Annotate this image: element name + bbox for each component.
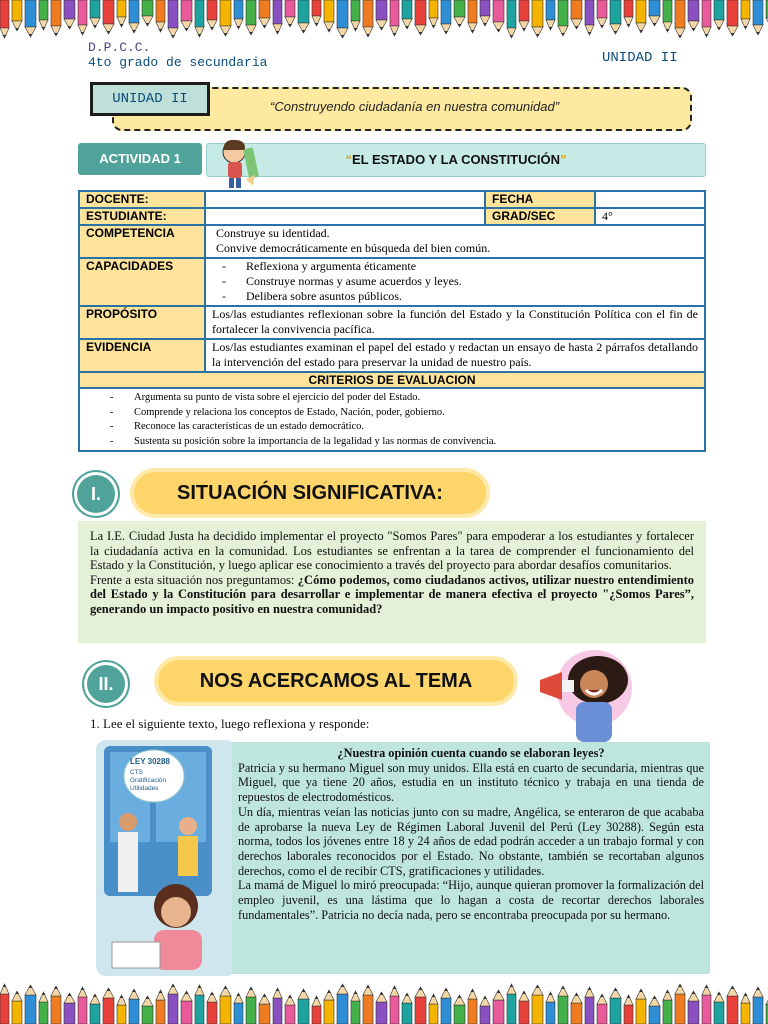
criterios-header: CRITERIOS DE EVALUACION <box>79 372 705 388</box>
pencil-icon <box>90 994 100 1024</box>
evidencia-label: EVIDENCIA <box>79 339 205 372</box>
pencil-icon <box>25 0 36 37</box>
unit-tag: UNIDAD II <box>90 82 210 116</box>
pencil-icon <box>195 0 204 37</box>
pencil-icon <box>220 986 231 1024</box>
pencil-icon <box>585 987 594 1024</box>
activity-title-bar <box>206 143 706 177</box>
estudiante-label: ESTUDIANTE: <box>79 208 205 225</box>
pencil-icon <box>117 0 126 27</box>
pencil-icon <box>507 984 516 1024</box>
pencil-icon <box>597 994 607 1024</box>
law-bubble-line1: LEY 30288 <box>130 757 170 766</box>
quote-open: “ <box>345 152 352 167</box>
activity-tag: ACTIVIDAD 1 <box>78 143 202 175</box>
pencil-icon <box>363 0 373 37</box>
pencil-icon <box>753 0 763 35</box>
pencil-icon <box>78 987 87 1024</box>
pencil-icon <box>376 0 387 30</box>
grade-label: 4to grado de secundaria <box>88 55 268 70</box>
pencil-icon <box>78 0 87 35</box>
pencil-icon <box>429 994 438 1024</box>
pencil-icon <box>519 0 529 31</box>
pencil-icon <box>480 0 490 26</box>
competencia-label: COMPETENCIA <box>79 225 205 258</box>
pencil-icon <box>207 0 217 30</box>
pencil-icon <box>324 0 334 32</box>
pencil-icon <box>390 0 399 36</box>
pencil-icon <box>337 984 348 1024</box>
pencil-icon <box>454 0 465 27</box>
pencil-icon <box>429 0 438 28</box>
pencil-icon <box>25 985 36 1024</box>
pencil-icon <box>402 0 412 29</box>
capacidad-item: - Construye normas y asume acuerdos y leyes. <box>218 274 698 289</box>
pencil-icon <box>727 0 738 36</box>
girl-with-megaphone-icon <box>536 650 646 742</box>
pencil-icon <box>298 989 309 1024</box>
pencil-icon <box>688 991 699 1024</box>
pencil-icon <box>156 0 165 32</box>
pencil-icon <box>415 0 426 35</box>
pencil-icon <box>273 988 282 1024</box>
pencil-icon <box>624 995 633 1024</box>
pencil-icon <box>636 989 646 1024</box>
pencil-icon <box>507 0 516 38</box>
capacidades-label: CAPACIDADES <box>79 258 205 306</box>
pencil-icon <box>259 994 270 1024</box>
proposito-text: Los/las estudiantes reflexionan sobre la función del Estado y la Constitución Política con el fin de fortalecer la convivencia pacífica. <box>205 306 705 339</box>
pencil-icon <box>532 985 543 1024</box>
proposito-label: PROPÓSITO <box>79 306 205 339</box>
pencil-icon <box>714 0 724 30</box>
pencil-icon <box>402 993 412 1024</box>
law-bubble-line4: Utilidades <box>130 785 159 792</box>
pencil-icon <box>571 993 582 1024</box>
activity-title: EL ESTADO Y LA CONSTITUCIÓN <box>351 152 561 167</box>
pencil-icon <box>702 985 711 1024</box>
pencil-icon <box>12 0 22 31</box>
pencil-icon <box>649 0 660 26</box>
pencil-icon <box>142 996 153 1024</box>
pencil-icon <box>727 986 738 1024</box>
pencil-icon <box>168 984 178 1024</box>
course-name: D.P.C.C. <box>88 40 151 55</box>
pencil-icon <box>468 989 477 1024</box>
pencil-icon <box>156 990 165 1024</box>
pencil-icon <box>649 996 660 1024</box>
pencil-icon <box>376 992 387 1024</box>
pencil-icon <box>195 985 204 1024</box>
pencil-icon <box>558 0 568 36</box>
school-header <box>88 40 267 70</box>
pencil-icon <box>546 0 555 30</box>
pencil-icon <box>39 0 48 30</box>
pencil-icon <box>390 986 399 1024</box>
pencil-icon <box>741 0 750 29</box>
pencil-border-bottom <box>0 978 768 1024</box>
pencil-icon <box>103 0 114 34</box>
pencil-icon <box>51 0 61 36</box>
situation-paragraph: La I.E. Ciudad Justa ha decidido implementar el proyecto "Somos Pares" para empoderar a los estudiantes y fortalecer la ciudadanía activa en la comunidad. Los estudiantes se enfrentan a la tarea de comprender el funcionamiento del Estado y la Constitución, y luego aplicar ese conocimiento a través del proyecto para abordar desafíos comunitarios. <box>90 529 694 572</box>
pencil-icon <box>324 990 334 1024</box>
unit-title: “Construyendo ciudadanía en nuestra comunidad” <box>270 99 560 114</box>
grad-sec-value: 4° <box>595 208 705 225</box>
law-bubble-line3: Gratificación <box>130 777 167 784</box>
pencil-icon <box>117 995 126 1024</box>
activity-info-table <box>78 190 706 452</box>
pencil-icon <box>546 992 555 1024</box>
pencil-icon <box>493 0 504 32</box>
pencil-icon <box>207 992 217 1024</box>
pencil-icon <box>168 0 178 38</box>
competencia-item: Convive democráticamente en búsqueda del bien común. <box>216 241 491 255</box>
competencia-item: Construye su identidad. <box>216 226 330 240</box>
pencil-icon <box>246 0 256 35</box>
question-intro: Frente a esta situación nos preguntamos: <box>90 572 298 587</box>
pencil-icon <box>663 990 672 1024</box>
criterio-item: - Sustenta su posición sobre la importancia de la legalidad y las normas de convivencia. <box>106 435 698 450</box>
pencil-icon <box>480 996 490 1024</box>
pencil-icon <box>64 993 75 1024</box>
pencil-icon <box>181 0 192 31</box>
pencil-icon <box>220 0 231 36</box>
students-reading-illustration <box>96 740 236 976</box>
reading-box <box>232 742 710 974</box>
pencil-icon <box>312 996 321 1024</box>
reading-paragraph: Patricia y su hermano Miguel son muy unidos. Ella está en cuarto de secundaria, mientras que Miguel, que ya tiene 20 años, estudia en un instituto técnico y trabaja en una tienda de repuestos de electrodomésticos. <box>238 760 704 805</box>
capacidad-item: - Delibera sobre asuntos públicos. <box>218 289 698 304</box>
pencil-icon <box>12 991 22 1024</box>
pencil-icon <box>312 0 321 26</box>
quote-close: ” <box>560 152 567 167</box>
criterios-list <box>86 391 698 449</box>
pencil-icon <box>351 0 360 31</box>
pencil-icon <box>234 0 243 29</box>
criterio-item: - Comprende y relaciona los conceptos de Estado, Nación, poder, gobierno. <box>106 406 698 421</box>
situation-question-paragraph <box>90 573 694 617</box>
pencil-icon <box>0 0 9 38</box>
student-with-pencil-icon <box>212 136 268 190</box>
unit-label-right: UNIDAD II <box>602 50 678 66</box>
pencil-icon <box>285 995 295 1024</box>
pencil-icon <box>415 987 426 1024</box>
pencil-icon <box>181 991 192 1024</box>
pencil-icon <box>103 988 114 1024</box>
question-text: ¿Cómo podemos, como ciudadanos activos, utilizar nuestro entendimiento del Estado y la Constitución para desarrollar e implementar de manera efectiva el proyecto "¿Somos Pares”, generando un impacto positivo en nuestra comunidad? <box>90 572 694 616</box>
pencil-icon <box>90 0 100 28</box>
pencil-icon <box>753 987 763 1024</box>
pencil-icon <box>741 993 750 1024</box>
evidencia-text: Los/las estudiantes examinan el papel del estado y redactan un ensayo de hasta 2 párrafos detallando la intervención del estado para preservar la unidad de nuestro país. <box>205 339 705 372</box>
section-1-number: I. <box>72 470 120 518</box>
situation-box <box>78 521 706 643</box>
pencil-icon <box>129 989 139 1024</box>
pencil-icon <box>337 0 348 38</box>
docente-label: DOCENTE: <box>79 191 205 208</box>
pencil-icon <box>663 0 672 32</box>
pencil-icon <box>129 0 139 33</box>
section-2-number: II. <box>82 660 130 708</box>
pencil-icon <box>493 990 504 1024</box>
pencil-border-top <box>0 0 768 44</box>
pencil-icon <box>259 0 270 28</box>
capacidad-item: - Reflexiona y argumenta éticamente <box>218 259 698 274</box>
reading-paragraph: La mamá de Miguel lo miró preocupada: “Hijo, aunque quieran promover la formalización del empleo juvenil, es una lástima que lo hagan a costa de recortar derechos laborales fundamentales”. Patricia no decía nada, pero se encontraba preocupada por su hermano. <box>238 878 704 922</box>
pencil-icon <box>636 0 646 33</box>
reading-paragraph: Un día, mientras veían las noticias junto con su madre, Angélica, se enteraron de que acababa de aprobarse la nueva Ley de Régimen Laboral Juvenil del Perú (Ley 30288). Según esta norma, todos los jóvenes entre 18 y 24 años de edad podrán acceder a un trabajo formal y con derechos laborales reconocidos por el Estado. No obstante, también se recortaban algunos derechos, como el de recibir CTS, gratificaciones y utilidades. <box>238 804 704 878</box>
pencil-icon <box>0 984 9 1024</box>
fecha-label: FECHA <box>485 191 595 208</box>
pencil-icon <box>234 993 243 1024</box>
law-bubble-line2: CTS <box>130 769 143 776</box>
pencil-icon <box>571 0 582 29</box>
estudiante-value <box>205 208 485 225</box>
pencil-icon <box>519 991 529 1024</box>
pencil-icon <box>558 986 568 1024</box>
section-2-title: NOS ACERCAMOS AL TEMA <box>158 660 514 702</box>
section-1-title: SITUACIÓN SIGNIFICATIVA: <box>134 472 486 514</box>
pencil-icon <box>532 0 543 37</box>
pencil-icon <box>285 0 295 27</box>
pencil-icon <box>51 986 61 1024</box>
docente-value <box>205 191 485 208</box>
pencil-icon <box>39 992 48 1024</box>
pencil-icon <box>610 0 621 34</box>
pencil-icon <box>688 0 699 31</box>
pencil-icon <box>441 0 451 34</box>
pencil-icon <box>298 0 309 33</box>
grad-sec-label: GRAD/SEC <box>485 208 595 225</box>
pencil-icon <box>468 0 477 33</box>
pencil-icon <box>441 988 451 1024</box>
pencil-icon <box>273 0 282 34</box>
pencil-icon <box>363 985 373 1024</box>
pencil-icon <box>454 995 465 1024</box>
instruction-text: 1. Lee el siguiente texto, luego reflexiona y responde: <box>90 716 370 731</box>
pencil-icon <box>675 984 685 1024</box>
pencil-icon <box>675 0 685 38</box>
pencil-icon <box>64 0 75 29</box>
pencil-icon <box>351 991 360 1024</box>
pencil-icon <box>585 0 594 35</box>
pencil-icon <box>714 992 724 1024</box>
criterio-item: - Argumenta su punto de vista sobre el ejercicio del poder del Estado. <box>106 391 698 406</box>
fecha-value <box>595 191 705 208</box>
pencil-icon <box>142 0 153 26</box>
reading-title: ¿Nuestra opinión cuenta cuando se elaboran leyes? <box>337 746 605 760</box>
pencil-icon <box>610 988 621 1024</box>
pencil-icon <box>702 0 711 37</box>
pencil-icon <box>624 0 633 27</box>
capacidades-list <box>212 259 698 304</box>
criterio-item: - Reconoce las características de un estado democrático. <box>106 420 698 435</box>
pencil-icon <box>597 0 607 28</box>
pencil-icon <box>246 987 256 1024</box>
